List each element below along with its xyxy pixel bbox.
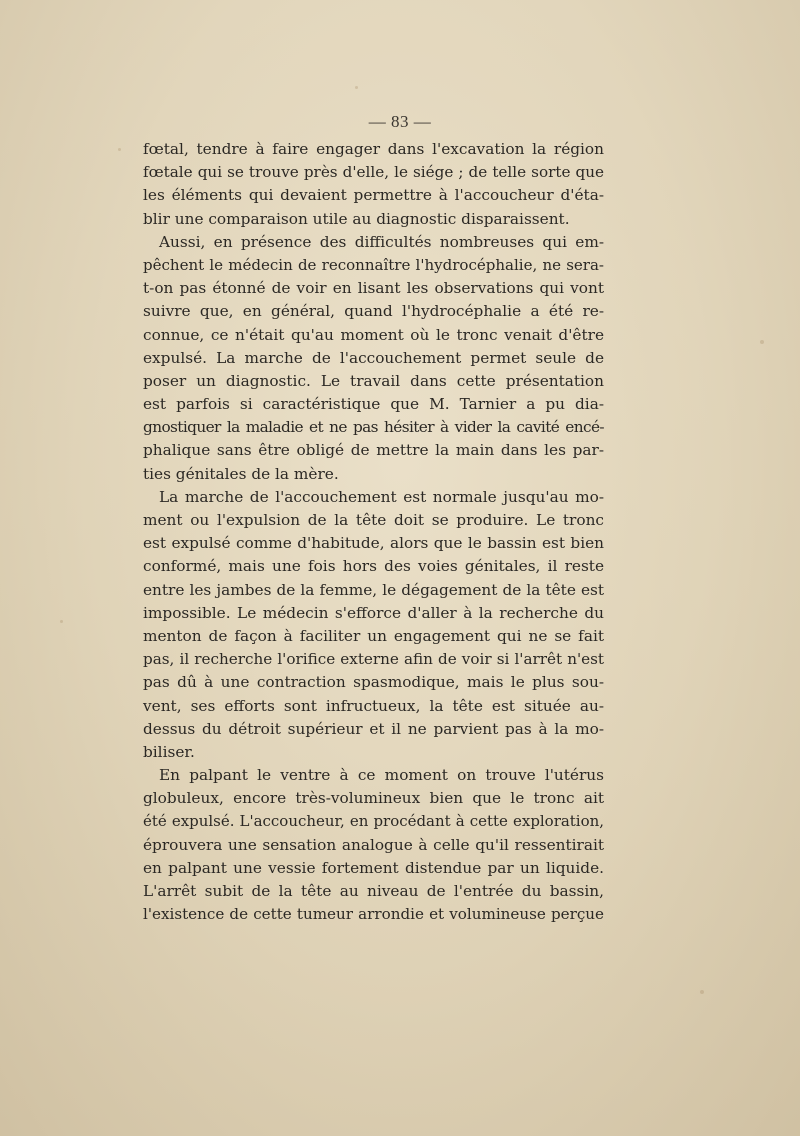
text-line: fœtal, tendre à faire engager dans l'excavation la région [143,140,604,158]
text-line: ment ou l'expulsion de la tête doit se produire. Le tronc [143,511,604,529]
text-line: les éléments qui devaient permettre à l'accoucheur d'éta- [143,186,604,205]
text-line: La marche de l'accouchement est normale jusqu'au mo- [159,487,604,506]
text-line: éprouvera une sensation analogue à celle qu'il ressentirait [143,835,604,854]
foxing-spot [118,148,121,151]
text-line: impossible. Le médecin s'efforce d'aller à la recherche du [143,603,604,622]
text-line: en palpant une vessie fortement distendue par un liquide. [143,858,604,877]
text-line: est parfois si caractéristique que M. Tarnier a pu dia- [143,395,604,414]
text-line: t-on pas étonné de voir en lisant les observations qui vont [143,279,604,298]
text-line: vent, ses efforts sont infructueux, la tête est située au- [143,696,604,715]
text-line: entre les jambes de la femme, le dégagement de la tête est [143,580,604,599]
text-line: gnostiquer la maladie et ne pas hésiter à vider la cavité encé- [143,418,604,437]
foxing-spot [355,86,358,89]
body-text [143,138,604,926]
text-line: blir une comparaison utile au diagnostic disparaissent. [143,209,570,228]
text-line: pas dû à une contraction spasmodique, mais le plus sou- [143,673,604,692]
text-line: Aussi, en présence des difficultés nombreuses qui em- [159,232,604,251]
text-line: connue, ce n'était qu'au moment où le tronc venait d'être [143,325,604,344]
text-line: En palpant le ventre à ce moment on trouve l'utérus [159,766,604,785]
text-line: été expulsé. L'accoucheur, en procédant à cette exploration, [143,812,604,831]
text-line: expulsé. La marche de l'accouchement permet seule de [143,348,604,367]
text-line: L'arrêt subit de la tête au niveau de l'entrée du bassin, [143,882,604,900]
text-line: menton de façon à faciliter un engagement qui ne se fait [143,626,604,645]
text-line: conformé, mais une fois hors des voies génitales, il reste [143,557,604,576]
text-line: globuleux, encore très-volumineux bien que le tronc ait [143,789,604,808]
text-line: dessus du détroit supérieur et il ne parvient pas à la mo- [143,719,604,738]
text-line: suivre que, en général, quand l'hydrocéphalie a été re- [143,302,604,321]
foxing-spot [60,620,63,623]
text-line: poser un diagnostic. Le travail dans cette présentation [143,371,604,390]
text-line: ties génitales de la mère. [143,464,339,483]
page-number: — 83 — [368,112,432,131]
foxing-spot [700,990,704,994]
text-line: l'existence de cette tumeur arrondie et volumineuse perçue [143,905,604,924]
text-line: pêchent le médecin de reconnaître l'hydrocéphalie, ne sera- [143,255,604,274]
foxing-spot [760,340,764,344]
text-line: est expulsé comme d'habitude, alors que le bassin est bien [143,534,604,553]
text-line: fœtale qui se trouve près d'elle, le siége ; de telle sorte que [143,163,604,182]
text-line: phalique sans être obligé de mettre la main dans les par- [143,441,604,460]
text-line: pas, il recherche l'orifice externe afin de voir si l'arrêt n'est [143,650,604,669]
text-line: biliser. [143,742,195,761]
